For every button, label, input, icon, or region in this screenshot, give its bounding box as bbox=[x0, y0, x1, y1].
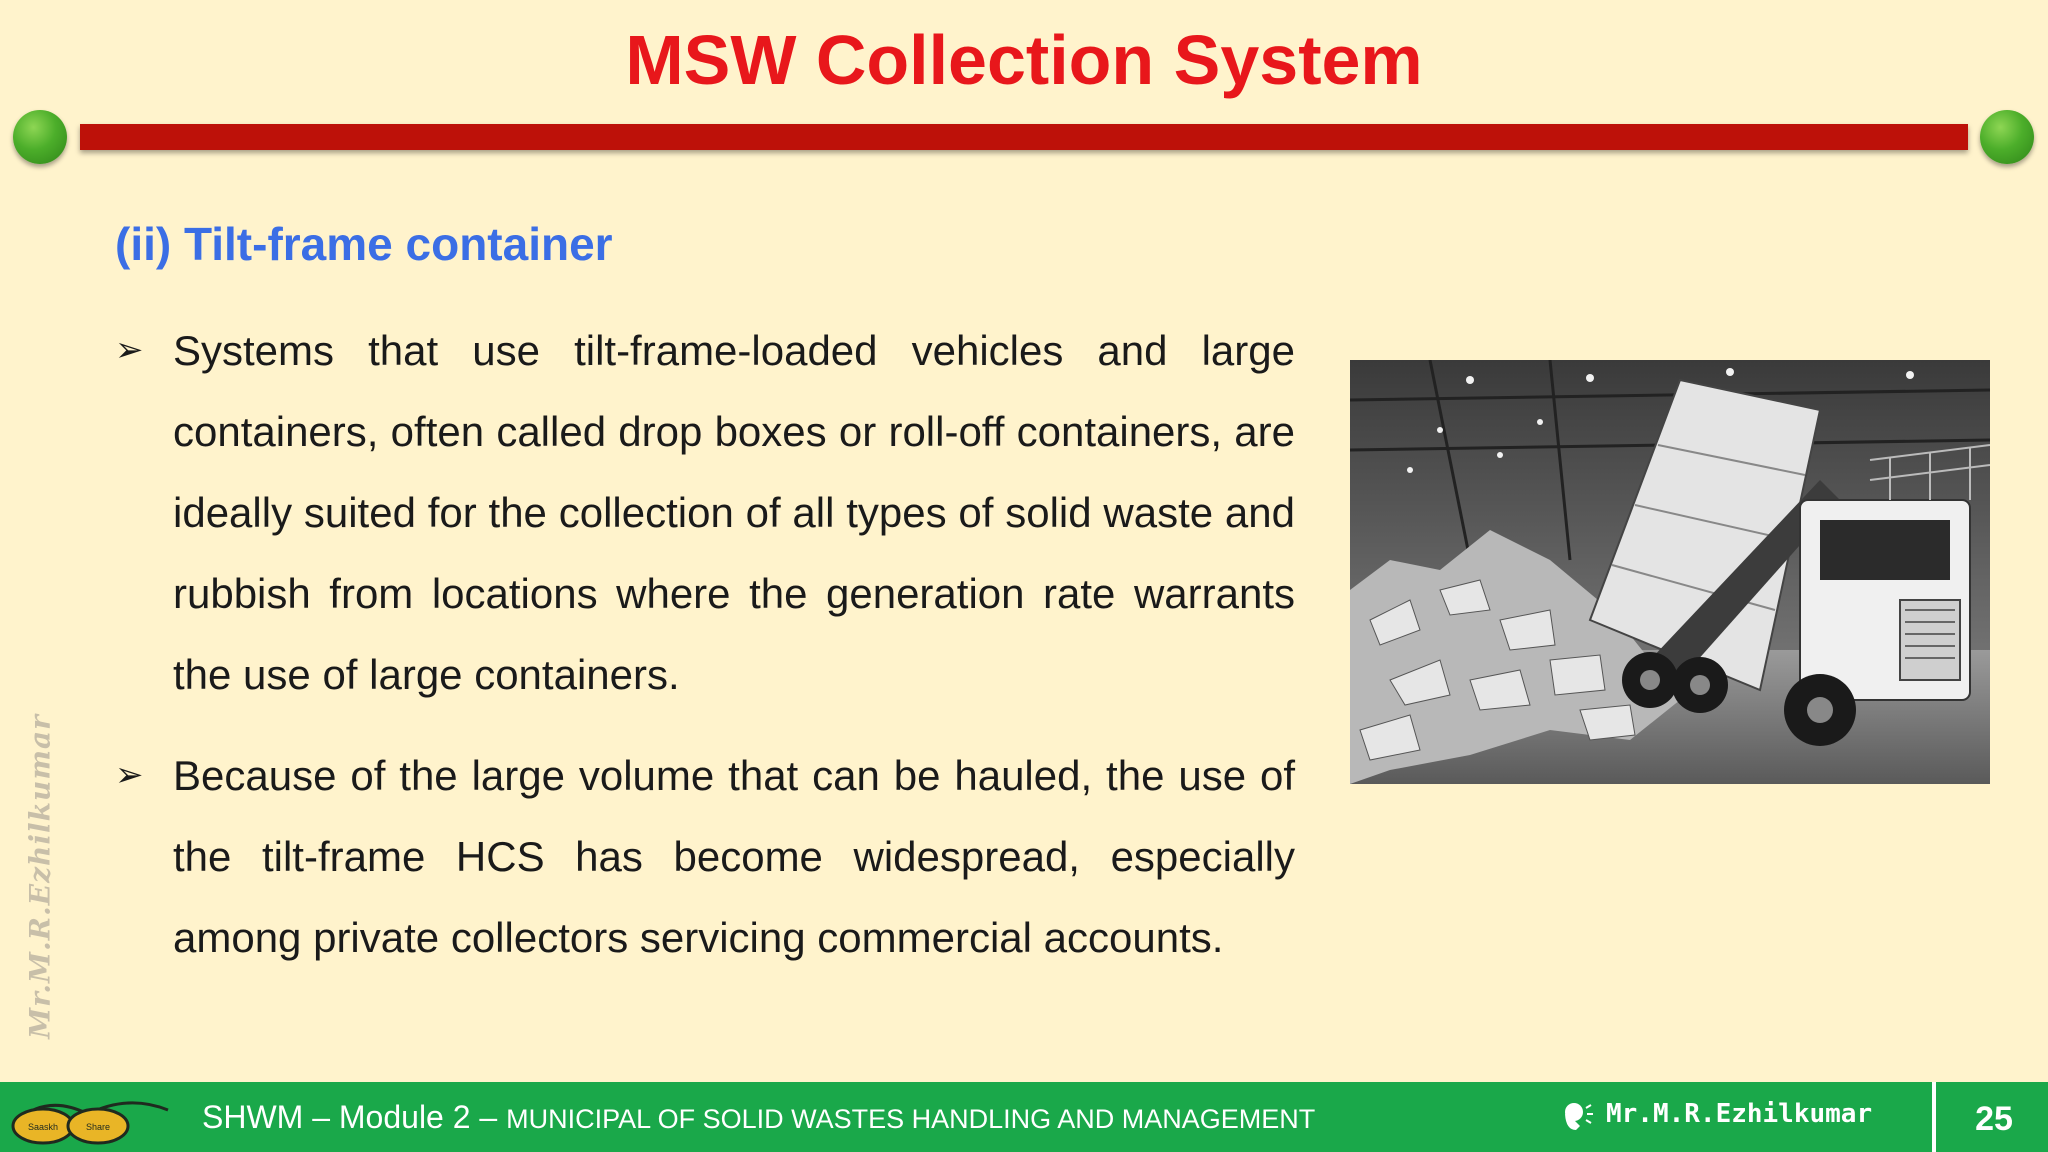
tilt-frame-truck-photo bbox=[1350, 360, 1990, 784]
slide-title: MSW Collection System bbox=[625, 21, 1423, 99]
logo-word: Share bbox=[85, 1122, 111, 1132]
arrowhead-bullet-icon: ➢ bbox=[115, 756, 144, 794]
green-dot-icon bbox=[13, 110, 67, 164]
footer-module-title: MUNICIPAL OF SOLID WASTES HANDLING AND MANAGEMENT bbox=[506, 1104, 1316, 1134]
section-subheading: (ii) Tilt-frame container bbox=[115, 218, 613, 270]
bullet-list bbox=[115, 310, 1295, 998]
person-speaking-icon bbox=[1560, 1100, 1594, 1134]
vertical-author-credit: Mr.M.R.Ezhilkumar bbox=[23, 714, 57, 1039]
footer-author: Mr.M.R.Ezhilkumar bbox=[1606, 1099, 1873, 1129]
footer-divider bbox=[1932, 1082, 1936, 1152]
bullet-text: Systems that use tilt-frame-loaded vehicles and large containers, often called drop boxes or roll-off containers, are ideally suited for the collection of all types of solid waste and rubbish from locations where the generation rate warrants the use of large containers. bbox=[173, 327, 1295, 698]
bullet-item bbox=[115, 310, 1295, 715]
logo-word: Saaskh bbox=[27, 1122, 59, 1132]
green-dot-icon bbox=[1980, 110, 2034, 164]
title-divider-bar bbox=[80, 124, 1968, 150]
bullet-text: Because of the large volume that can be hauled, the use of the tilt-frame HCS has become widespread, especially among private collectors servicing commercial accounts. bbox=[173, 752, 1295, 961]
footer-course-title bbox=[202, 1082, 1315, 1152]
footer-bar bbox=[0, 1082, 2048, 1152]
footer-course: SHWM – Module 2 – bbox=[202, 1099, 507, 1135]
arrowhead-bullet-icon: ➢ bbox=[115, 331, 144, 369]
bullet-item bbox=[115, 735, 1295, 978]
glasses-logo-icon bbox=[8, 1090, 178, 1146]
page-number: 25 bbox=[1975, 1100, 2013, 1138]
